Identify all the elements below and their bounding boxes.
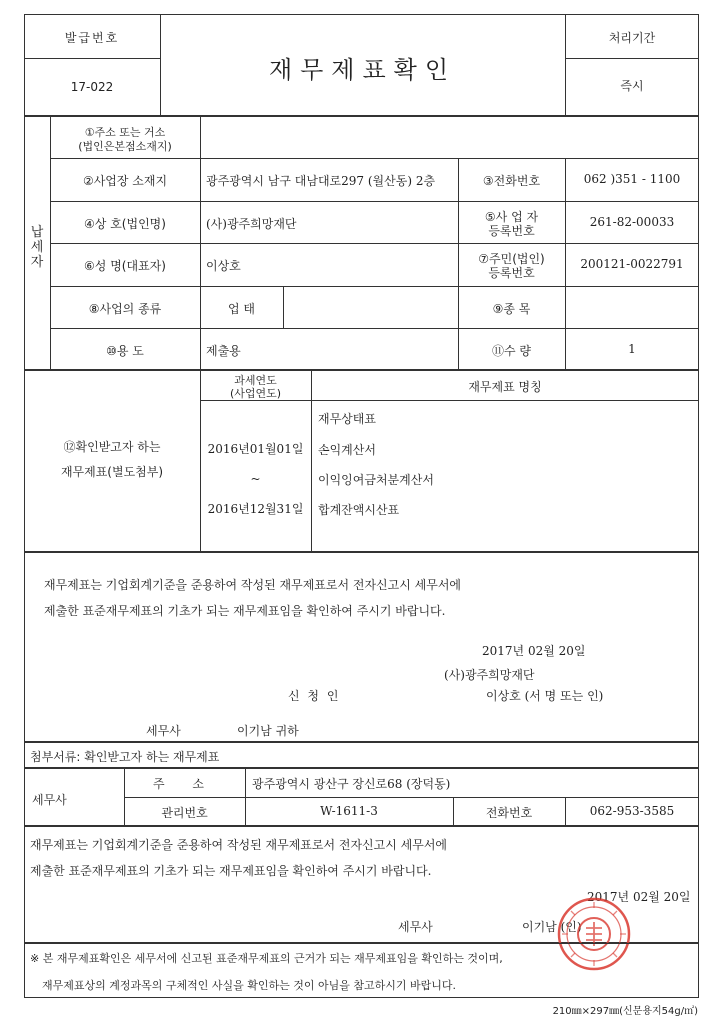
note-line-2: 재무제표상의 계정과목의 구체적인 사실을 확인하는 것이 아님을 참고하시기 바랍니다. bbox=[42, 979, 457, 992]
divider bbox=[50, 328, 699, 329]
applicant-org: (사)광주희망재단 bbox=[444, 668, 535, 682]
accountant-addressee: 이기남 귀하 bbox=[237, 724, 299, 738]
address-label: ①주소 또는 거소 bbox=[84, 126, 166, 139]
representative-label: ⑥성 명(대표자) bbox=[84, 259, 166, 273]
applicant-label: 신 청 인 bbox=[288, 689, 341, 703]
business-reg-value: 261-82-00033 bbox=[589, 215, 675, 229]
issue-no-value: 17-022 bbox=[70, 80, 114, 94]
business-reg-label: ⑤사 업 자 bbox=[484, 210, 539, 224]
divider bbox=[311, 370, 312, 552]
divider bbox=[283, 286, 284, 328]
phone-label: ③전화번호 bbox=[482, 174, 541, 188]
statement-item: 손익계산서 bbox=[318, 443, 376, 457]
paper-size-note: 210㎜×297㎜(신문용지54g/㎡) bbox=[552, 1006, 698, 1017]
quantity-value: 1 bbox=[628, 342, 636, 356]
accountant-addressee-label: 세무사 bbox=[146, 724, 181, 738]
company-name-label: ④상 호(법인명) bbox=[84, 217, 166, 231]
period-start: 2016년01월01일 bbox=[207, 442, 304, 456]
statement-name-header: 재무제표 명칭 bbox=[468, 380, 542, 394]
attachment-label: 첨부서류: 확인받고자 하는 재무제표 bbox=[30, 750, 220, 764]
signer-label: 세무사 bbox=[398, 920, 433, 934]
statements-label-sub: 재무제표(별도첨부) bbox=[60, 465, 164, 479]
divider bbox=[50, 243, 699, 244]
address-label-sub: (법인은본점소재지) bbox=[78, 140, 172, 153]
issue-no-label: 발급번호 bbox=[64, 31, 120, 45]
note-line: ※ 본 재무제표확인은 세무서에 신고된 표준재무제표의 근거가 되는 재무제표임을 확인하는 것이며, bbox=[30, 952, 503, 965]
divider bbox=[50, 158, 699, 159]
resident-reg-value: 200121-0022791 bbox=[580, 257, 684, 271]
statement-item: 합계잔액시산표 bbox=[318, 503, 400, 517]
phone-value: 062 )351 - 1100 bbox=[583, 172, 681, 186]
confirmation-text-2: 제출한 표준재무제표의 기초가 되는 재무제표임을 확인하여 주시기 바랍니다. bbox=[30, 864, 432, 878]
use-value: 제출용 bbox=[206, 344, 241, 358]
request-text: 재무제표는 기업회계기준을 준용하여 작성된 재무제표로서 전자신고시 세무서에 bbox=[44, 578, 462, 592]
statements-label: ⑫확인받고자 하는 bbox=[63, 440, 161, 454]
accountant-address-label: 주 소 bbox=[153, 777, 216, 791]
processing-period-value: 즉시 bbox=[620, 79, 644, 93]
divider bbox=[50, 201, 699, 202]
accountant-phone-label: 전화번호 bbox=[485, 806, 533, 820]
business-type-label: ⑧사업의 종류 bbox=[88, 302, 162, 316]
resident-reg-label-sub: 등록번호 bbox=[488, 266, 535, 280]
business-address-label: ②사업장 소재지 bbox=[82, 174, 168, 188]
divider bbox=[124, 797, 699, 798]
company-name-value: (사)광주희망재단 bbox=[206, 217, 297, 231]
confirmation-date: 2017년 02월 20일 bbox=[587, 890, 691, 904]
period-tilde: ~ bbox=[250, 472, 261, 486]
applicant-signature: 이상호 (서 명 또는 인) bbox=[486, 689, 604, 703]
request-text-2: 제출한 표준재무제표의 기초가 되는 재무제표임을 확인하여 주시기 바랍니다. bbox=[44, 604, 446, 618]
divider bbox=[50, 286, 699, 287]
taxpayer-side-label: 납세자 bbox=[30, 225, 44, 270]
page-title: 재무제표확인 bbox=[268, 56, 457, 84]
use-label: ⑩용 도 bbox=[106, 344, 144, 358]
business-address-value: 광주광역시 남구 대남대로297 (월산동) 2층 bbox=[206, 174, 436, 188]
request-date: 2017년 02월 20일 bbox=[482, 644, 586, 658]
signer-name: 이기남 (인) bbox=[522, 920, 582, 934]
period-end: 2016년12월31일 bbox=[207, 502, 304, 516]
accountant-side-label: 세무사 bbox=[32, 793, 67, 807]
processing-period-label: 처리기간 bbox=[608, 31, 656, 45]
accountant-address-value: 광주광역시 광산구 장신로68 (장덕동) bbox=[252, 777, 451, 791]
fiscal-year-header-sub: (사업연도) bbox=[229, 387, 282, 400]
statement-item: 이익잉여금처분계산서 bbox=[318, 473, 434, 487]
accountant-phone-value: 062-953-3585 bbox=[589, 804, 675, 818]
representative-value: 이상호 bbox=[206, 259, 241, 273]
resident-reg-label: ⑦주민(법인) bbox=[478, 252, 545, 266]
statements-section bbox=[24, 370, 699, 552]
business-type-sub: 업 태 bbox=[228, 302, 255, 316]
statement-item: 재무상태표 bbox=[318, 412, 376, 426]
fiscal-year-header: 과세연도 bbox=[234, 374, 277, 387]
divider bbox=[24, 58, 160, 59]
business-reg-label-sub: 등록번호 bbox=[488, 224, 535, 238]
management-no-value: W-1611-3 bbox=[320, 804, 378, 818]
confirmation-text: 재무제표는 기업회계기준을 준용하여 작성된 재무제표로서 전자신고시 세무서에 bbox=[30, 838, 448, 852]
item-label: ⑨종 목 bbox=[492, 302, 531, 316]
management-no-label: 관리번호 bbox=[161, 806, 208, 820]
quantity-label: ⑪수 량 bbox=[492, 344, 531, 358]
divider bbox=[565, 58, 699, 59]
